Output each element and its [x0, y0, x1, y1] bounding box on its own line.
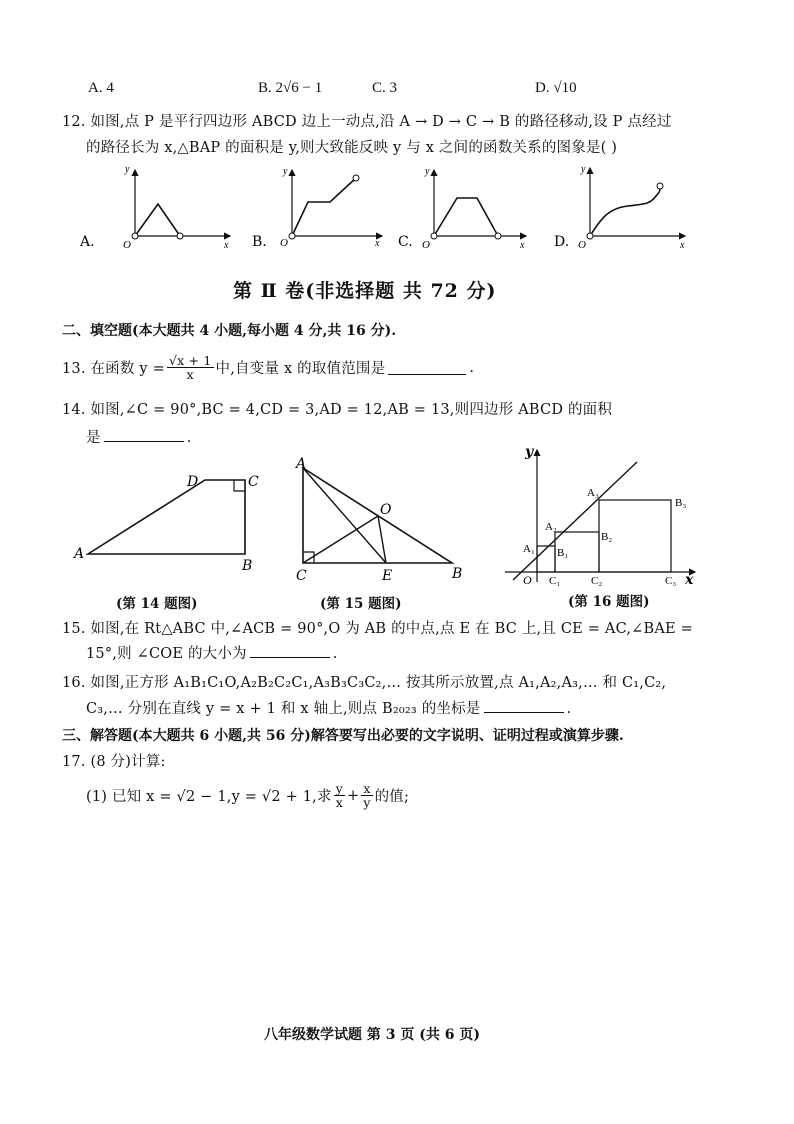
fig15-label-e: E: [382, 568, 393, 584]
fig16-label-c2: C₂: [591, 575, 603, 587]
fig16-axis-y: y: [525, 444, 534, 460]
fig16-axis-x: x: [685, 572, 694, 588]
q14-end: .: [186, 430, 192, 446]
fig16-label-b1: B₁: [557, 547, 569, 559]
q12-line1: 12. 如图,点 P 是平行四边形 ABCD 边上一动点,沿 A → D → C → B 的路径移动,设 P 点经过: [62, 114, 672, 130]
q13-fraction: [167, 354, 214, 381]
fig16-label-c1: C₁: [549, 575, 561, 587]
q11-option-a: A. 4: [88, 80, 114, 96]
q14-line1: 14. 如图,∠C = 90°,BC = 4,CD = 3,AD = 12,AB = 13,则四边形 ABCD 的面积: [62, 402, 613, 418]
graph-a-x: x: [224, 240, 229, 251]
solve-header: 三、解答题(本大题共 6 小题,共 56 分)解答要写出必要的文字说明、证明过程或演算步骤.: [62, 728, 624, 744]
q17-title: 17. (8 分)计算:: [62, 754, 166, 770]
q13-prefix: 13. 在函数 y =: [62, 361, 165, 378]
q15-end: .: [332, 646, 338, 662]
q16-line2: [86, 697, 571, 718]
graph-d-label: D.: [554, 234, 570, 250]
graph-b-y: y: [283, 166, 288, 177]
fill-in-header: 二、填空题(本大题共 4 小题,每小题 4 分,共 16 分).: [62, 323, 397, 339]
graph-b: [252, 166, 382, 250]
section2-title: 第 Ⅱ 卷(非选择题 共 72 分): [233, 280, 497, 302]
q16-end: .: [566, 701, 572, 717]
q17-plus: +: [346, 787, 360, 804]
q14-answer-blank[interactable]: [104, 427, 184, 442]
graph-a-y: y: [125, 164, 130, 175]
q11-option-b: B. 2√6 − 1: [258, 80, 323, 96]
q15-answer-blank[interactable]: [250, 643, 330, 658]
page-footer: 八年级数学试题 第 3 页 (共 6 页): [264, 1027, 480, 1043]
q16-answer-blank[interactable]: [484, 698, 564, 713]
q17-part1-prefix: (1) 已知 x = √2 − 1,y = √2 + 1,求: [86, 789, 332, 806]
graph-d: [554, 164, 685, 251]
q17-f1-den: x: [335, 795, 343, 811]
figure-15: [290, 456, 470, 586]
graph-c-x: x: [520, 240, 525, 251]
fig16-label-b2: B₂: [601, 531, 613, 543]
fig15-label-b: B: [452, 566, 463, 582]
q14-prefix: 是: [86, 430, 101, 446]
graph-a: [80, 164, 230, 251]
figure-14: [72, 466, 272, 586]
fig16-label-a2: A₂: [545, 521, 557, 533]
fig16-caption: (第 16 题图): [568, 594, 650, 610]
q14-line2: [86, 426, 192, 447]
q16-line1: 16. 如图,正方形 A₁B₁C₁O,A₂B₂C₂C₁,A₃B₃C₃C₂,… 按其所示放置,点 A₁,A₂,A₃,… 和 C₁,C₂,: [62, 675, 667, 691]
fig16-origin: O: [523, 573, 532, 587]
q17-fraction-1: [334, 782, 345, 809]
q12-line2: 的路径长为 x,△BAP 的面积是 y,则大致能反映 y 与 x 之间的函数关系的图象是( ): [86, 140, 618, 156]
fig14-caption: (第 14 题图): [116, 596, 198, 612]
q13-end: .: [469, 359, 475, 376]
fig16-label-c3: C₃: [665, 575, 677, 587]
graph-c: [398, 166, 526, 251]
q12-graphs: [80, 160, 730, 260]
q13-numerator: √x + 1: [168, 353, 212, 368]
graph-c-origin: O: [422, 239, 430, 251]
fig14-label-d: D: [187, 474, 199, 490]
fig14-label-a: A: [74, 546, 85, 562]
graph-c-label: C.: [398, 234, 413, 250]
q13: [62, 354, 474, 381]
fig15-label-c: C: [296, 568, 307, 584]
q15-line2: [86, 642, 338, 663]
q15-prefix: 15°,则 ∠COE 的大小为: [86, 646, 247, 662]
fig16-label-a3: A₃: [587, 487, 599, 499]
fig14-label-c: C: [248, 474, 259, 490]
q15-line1: 15. 如图,在 Rt△ABC 中,∠ACB = 90°,O 为 AB 的中点,点 E 在 BC 上,且 CE = AC,∠BAE =: [62, 621, 693, 637]
q17-part1-suffix: 的值;: [374, 789, 410, 806]
q17-f2-den: y: [363, 795, 371, 811]
q17-f2-num: x: [363, 781, 371, 796]
graph-b-label: B.: [252, 234, 267, 250]
graph-d-y: y: [581, 164, 586, 175]
fig15-label-a: A: [296, 456, 307, 472]
q13-denominator: x: [186, 367, 194, 383]
q13-suffix: 中,自变量 x 的取值范围是: [215, 361, 386, 378]
graph-b-x: x: [375, 238, 380, 249]
fig15-caption: (第 15 题图): [320, 596, 402, 612]
graph-a-label: A.: [80, 234, 95, 250]
figure-16: [505, 444, 705, 588]
fig14-label-b: B: [242, 558, 253, 574]
fig16-label-b3: B₃: [675, 497, 687, 509]
graph-d-x: x: [680, 240, 685, 251]
graph-c-y: y: [425, 166, 430, 177]
q11-option-d: D. √10: [535, 80, 577, 96]
graph-d-origin: O: [578, 239, 586, 251]
graph-b-origin: O: [280, 237, 288, 249]
fig16-label-a1: A₁: [523, 543, 535, 555]
q17-fraction-2: [361, 782, 372, 809]
q17-f1-num: y: [335, 781, 343, 796]
graph-a-origin: O: [123, 239, 131, 251]
q16-prefix: C₃,… 分别在直线 y = x + 1 和 x 轴上,则点 B₂₀₂₃ 的坐标是: [86, 701, 481, 717]
q17-part1: [86, 782, 409, 809]
fig15-label-o: O: [380, 502, 392, 518]
q13-answer-blank[interactable]: [388, 360, 466, 375]
q11-option-c: C. 3: [372, 80, 398, 96]
